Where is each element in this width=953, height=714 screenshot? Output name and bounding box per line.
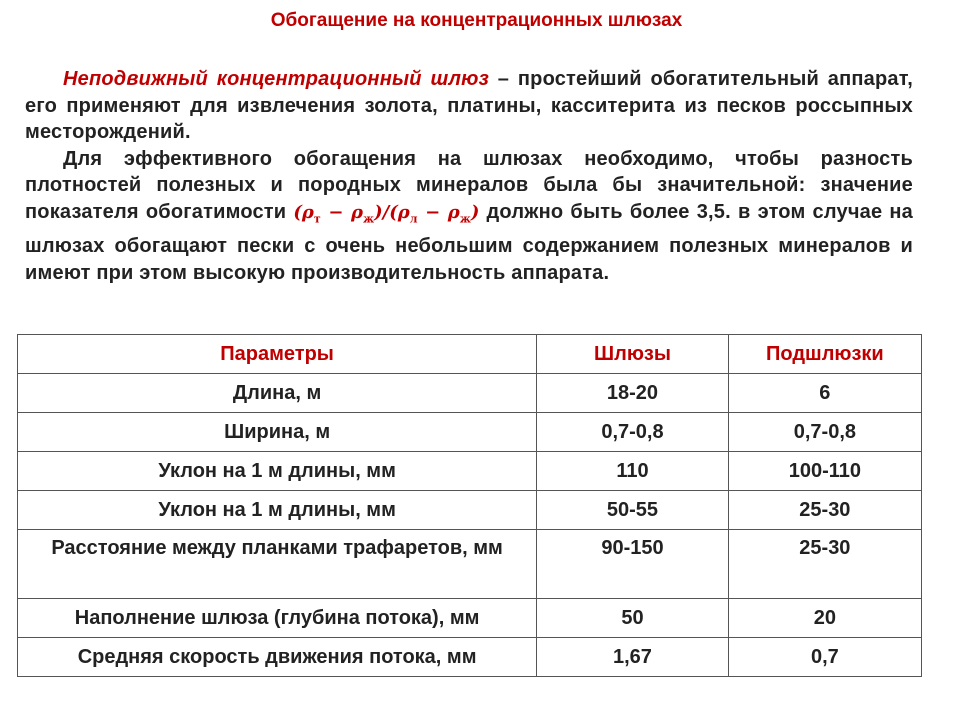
slide-title: Обогащение на концентрационных шлюзах bbox=[270, 10, 683, 31]
table-row bbox=[18, 374, 922, 413]
formula: $(\rho_т - \rho_ж)/(\rho_л - \rho_ж)$ bbox=[293, 201, 480, 226]
sluice-cell: 0,7-0,8 bbox=[537, 413, 729, 452]
header-parameters: Параметры bbox=[18, 335, 537, 374]
param-cell: Длина, м bbox=[18, 374, 537, 413]
table-row bbox=[18, 452, 922, 491]
body-text bbox=[25, 66, 913, 286]
table-header-row bbox=[18, 335, 922, 374]
sluice-cell: 50 bbox=[537, 599, 729, 638]
paragraph-2-after: должно быть более 3,5. в этом случае на шлюзах обогащают пески с очень небольшим содержанием полезных минералов и имеют при этом высокую производительность аппарата. bbox=[25, 200, 914, 284]
table-row bbox=[18, 530, 922, 599]
param-cell: Уклон на 1 м длины, мм bbox=[18, 452, 537, 491]
sluice-cell: 18-20 bbox=[537, 374, 729, 413]
sub-sluice-cell: 0,7 bbox=[728, 638, 921, 677]
sub-sluice-cell: 0,7-0,8 bbox=[728, 413, 921, 452]
table-row bbox=[18, 638, 922, 677]
sub-sluice-cell: 25-30 bbox=[728, 491, 921, 530]
paragraph-1 bbox=[25, 66, 913, 146]
sluice-cell: 90-150 bbox=[537, 530, 729, 599]
param-cell: Средняя скорость движения потока, мм bbox=[18, 638, 537, 677]
table-row bbox=[18, 413, 922, 452]
sub-sluice-cell: 20 bbox=[728, 599, 921, 638]
paragraph-2-before: Для эффективного обогащения на шлюзах необходимо, чтобы разность плотностей полезных и породных минералов была бы значительной: значение показателя обогатимости bbox=[25, 147, 913, 223]
param-cell: Расстояние между планками трафаретов, мм bbox=[18, 530, 537, 599]
sub-sluice-cell: 100-110 bbox=[728, 452, 921, 491]
table-row bbox=[18, 599, 922, 638]
sub-sluice-cell: 6 bbox=[728, 374, 921, 413]
param-cell: Ширина, м bbox=[18, 413, 537, 452]
sluice-cell: 1,67 bbox=[537, 638, 729, 677]
param-cell: Уклон на 1 м длины, мм bbox=[18, 491, 537, 530]
term-highlight: Неподвижный концентрационный шлюз bbox=[63, 68, 489, 90]
table-row bbox=[18, 491, 922, 530]
header-sluices: Шлюзы bbox=[537, 335, 729, 374]
sluice-cell: 50-55 bbox=[537, 491, 729, 530]
sluice-cell: 110 bbox=[537, 452, 729, 491]
parameters-table bbox=[17, 334, 922, 677]
header-sub-sluices: Подшлюзки bbox=[728, 335, 921, 374]
paragraph-2 bbox=[25, 146, 913, 287]
param-cell: Наполнение шлюза (глубина потока), мм bbox=[18, 599, 537, 638]
sub-sluice-cell: 25-30 bbox=[728, 530, 921, 599]
paragraph-1-rest: – простейший обогатительный аппарат, его применяют для извлечения золота, платины, касситерита из песков россыпных месторождений. bbox=[25, 68, 913, 144]
